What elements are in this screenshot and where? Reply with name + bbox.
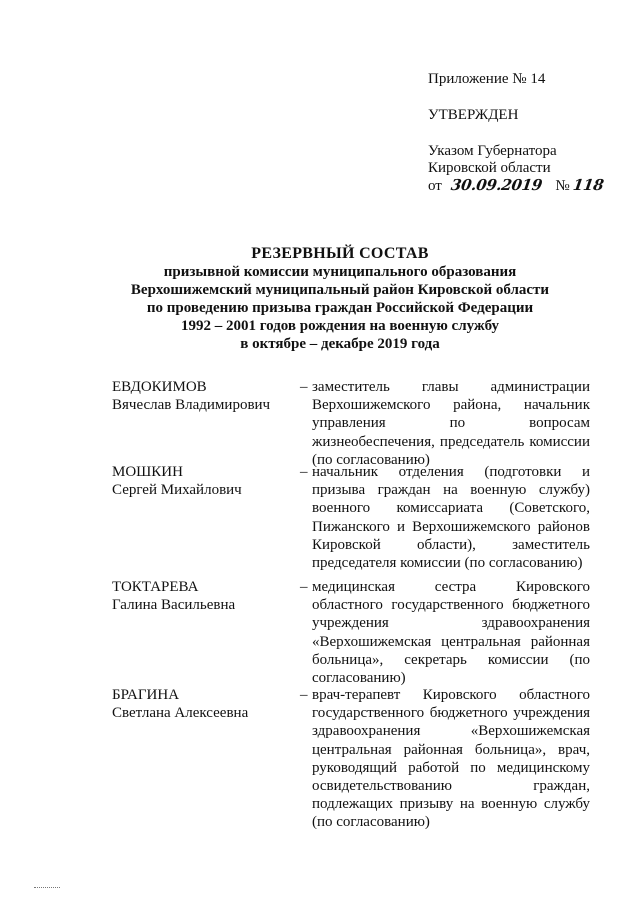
member-dash: – — [300, 579, 308, 595]
from-label: от — [428, 178, 442, 194]
member-dash: – — [300, 464, 308, 480]
member-surname: ЕВДОКИМОВ — [112, 379, 207, 395]
member-description: медицинская сестра Кировского областного государственного бюджетного учреждения здравоохранения «Верхошижемская центральная районная больница», секретарь комиссии (по согласованию) — [312, 579, 590, 687]
member-surname: ТОКТАРЕВА — [112, 579, 199, 595]
decree-number-line — [428, 177, 604, 195]
scan-artifact-mark — [34, 887, 60, 889]
member-surname: МОШКИН — [112, 464, 183, 480]
member-dash: – — [300, 687, 308, 703]
member-given-names: Галина Васильевна — [112, 597, 236, 614]
member-name — [112, 463, 297, 499]
member-given-names: Сергей Михайлович — [112, 482, 242, 499]
member-name — [112, 578, 297, 614]
heading-line-4: по проведению призыва граждан Российской Федерации — [146, 300, 534, 316]
handwritten-date: 30.09.2019 — [449, 176, 543, 194]
heading-line-3: Верхошижемский муниципальный район Кировской области — [130, 282, 550, 298]
member-description: врач-терапевт Кировского областного государственного бюджетного учреждения здравоохранения «Верхошижемская центральная районная больница», врач, руководящий работой по медицинскому освидетельствованию граждан, подлежащих призыву на военную службу (по согласованию) — [312, 687, 590, 831]
decree-line-1: Указом Губернатора — [428, 143, 557, 159]
decree-line-2: Кировской области — [428, 160, 551, 176]
heading-title: РЕЗЕРВНЫЙ СОСТАВ — [251, 245, 429, 262]
member-description: заместитель главы администрации Верхошижемского района, начальник управления по вопросам жизнеобеспечения, председатель комиссии (по согласованию) — [312, 379, 590, 468]
member-given-names: Вячеслав Владимирович — [112, 397, 271, 414]
number-label: № — [555, 178, 570, 194]
member-dash: – — [300, 379, 308, 395]
handwritten-number: 118 — [572, 176, 606, 194]
heading-line-6: в октябре – декабре 2019 года — [240, 336, 440, 352]
approved-label: УТВЕРЖДЕН — [428, 107, 519, 123]
member-name — [112, 378, 297, 414]
heading-line-2: призывной комиссии муниципального образования — [163, 264, 517, 280]
member-given-names: Светлана Алексеевна — [112, 705, 249, 722]
member-description: начальник отделения (подготовки и призыва граждан на военную службу) военного комиссариата (Советского, Пижанского и Верхошижемского районов Кировской области), заместитель председателя комиссии (по согласованию) — [312, 464, 590, 572]
heading-line-5: 1992 – 2001 годов рождения на военную службу — [180, 318, 500, 334]
member-name — [112, 686, 297, 722]
member-surname: БРАГИНА — [112, 687, 180, 703]
appendix-label: Приложение № 14 — [428, 71, 546, 87]
document-heading — [60, 245, 620, 353]
